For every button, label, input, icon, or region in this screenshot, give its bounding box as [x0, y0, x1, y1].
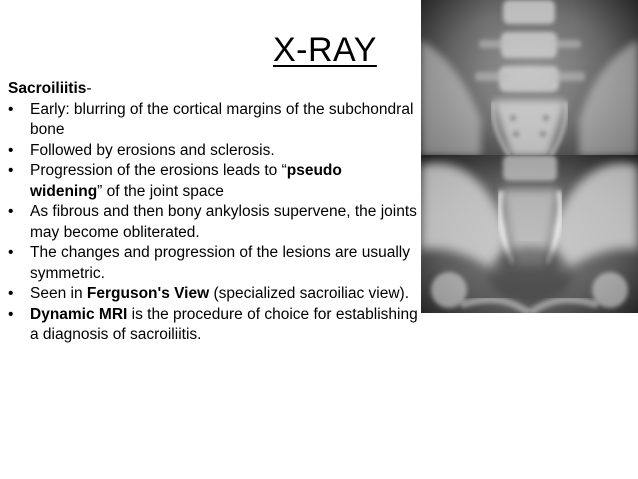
bullet-text: As fibrous and then bony ankylosis supervene, the joints may become obliterated.: [30, 203, 417, 241]
xray-image-bottom: [421, 155, 638, 313]
bullet-item: [8, 305, 418, 346]
bullet-text: (specialized sacroiliac view).: [209, 285, 410, 302]
bullet-text: Followed by erosions and sclerosis.: [30, 141, 275, 159]
bullet-item: [8, 243, 418, 284]
bullet-dot: •: [8, 100, 14, 118]
bullet-dot: •: [8, 203, 14, 220]
bullet-text: Seen in: [30, 285, 87, 302]
xray-image-top: [421, 0, 638, 156]
section-heading: [8, 79, 418, 100]
bullet-text: ” of the joint space: [97, 182, 224, 200]
bullet-dot: •: [8, 244, 14, 261]
bullet-text: Early: blurring of the cortical margins of the subchondral bone: [30, 100, 414, 138]
bullet-item: [8, 141, 418, 162]
bullet-dot: •: [8, 285, 14, 302]
slide-body: [8, 79, 418, 346]
bullet-bold-text: Ferguson's View: [86, 285, 210, 302]
bullet-item: [8, 284, 418, 305]
section-heading-suffix: -: [86, 80, 92, 97]
bullet-dot: •: [8, 162, 14, 179]
bullet-item: [8, 202, 418, 243]
bullet-bold-text: Dynamic MRI: [30, 305, 128, 323]
bullet-list: [8, 100, 418, 346]
bullet-bold-text: pseudo widening: [30, 162, 342, 200]
bullet-text: Progression of the erosions leads to “: [30, 162, 287, 179]
bullet-dot: •: [8, 305, 14, 323]
slide-title: X-RAY: [273, 31, 377, 69]
bullet-text: The changes and progression of the lesions are usually symmetric.: [30, 244, 410, 282]
bullet-dot: •: [8, 141, 14, 159]
bullet-text: is the procedure of choice for establishing a diagnosis of sacroiliitis.: [30, 305, 418, 343]
bullet-item: [8, 100, 418, 141]
bullet-item: [8, 161, 418, 202]
section-heading-term: Sacroiliitis: [8, 80, 87, 97]
